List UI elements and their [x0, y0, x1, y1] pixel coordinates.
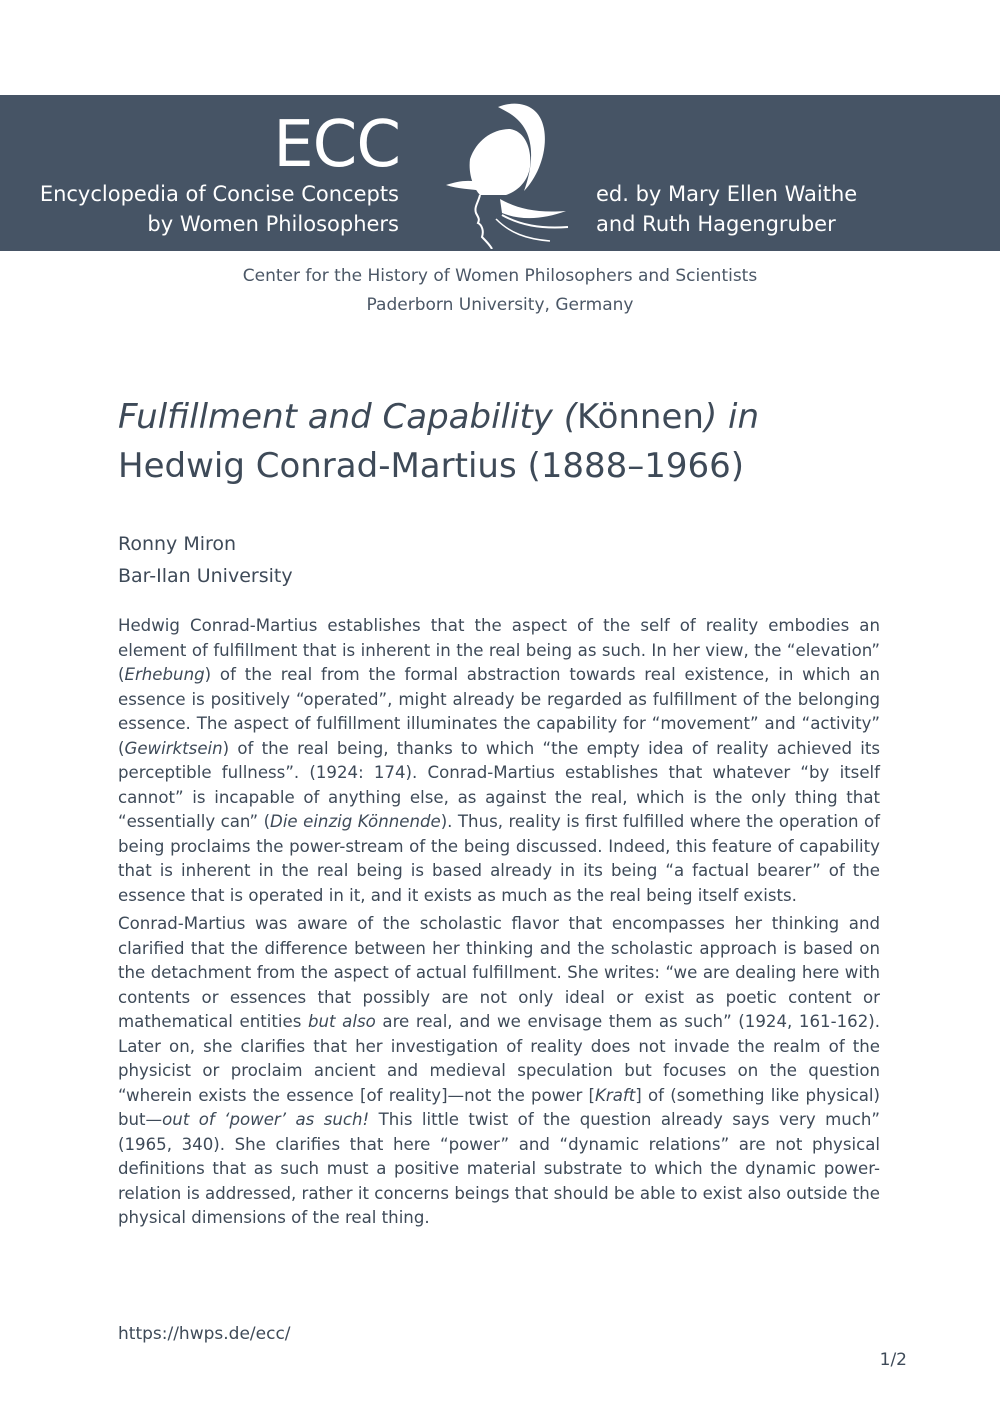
- text-run: ). Thus, reality is first fulfilled where the operation of being proclaims the power-stream of the being discussed. Indeed, this feature of capability that is inherent in the real being is based already in its being “a factual bearer” of the essence that is operated in it, and it exists as much as the real being itself exists.: [118, 812, 880, 905]
- italic-term: but also: [308, 1012, 376, 1031]
- text-run: Conrad-Martius was aware of the scholastic flavor that encompasses her thinking and clarified that the difference between her thinking and the scholastic approach is based on the detachment from the aspect of actual fulfillment. She writes: “we are dealing here with contents or essences that possibly are not only ideal or exist as poetic content or mathematical entities: [118, 914, 880, 1031]
- body-paragraph-1: [118, 614, 880, 908]
- italic-term: Kraft: [595, 1085, 636, 1105]
- ecc-acronym: ECC: [273, 108, 400, 182]
- page-number: 1/2: [879, 1350, 907, 1370]
- article-body: [118, 614, 880, 1235]
- article-title-line1: [118, 393, 898, 442]
- italic-term: Die einzig Könnende: [270, 812, 441, 831]
- institution-line2: Paderborn University, Germany: [366, 295, 634, 315]
- italic-term: Gewirktsein: [124, 738, 223, 758]
- author-block: [118, 528, 293, 592]
- title-german-term: Können: [576, 397, 704, 437]
- title-italic-paren: ) in: [703, 397, 760, 437]
- text-run: This little twist of the question already says very much” (1965, 340). She clarifies that here “power” and “dynamic relations” are not physical definitions that as such must a positive material substrate to which the dynamic power-relation is addressed, rather it concerns beings that should be able to exist also outside the physical dimensions of the real thing.: [118, 1110, 880, 1227]
- encyclopedia-title: [40, 179, 399, 239]
- italic-term: Erhebung: [124, 665, 205, 684]
- header-banner: [0, 95, 1000, 251]
- footer-url-link[interactable]: https://hwps.de/ecc/: [118, 1324, 291, 1344]
- editors-line1: ed. by Mary Ellen Waithe: [596, 182, 858, 206]
- encyclopedia-title-line2: by Women Philosophers: [147, 212, 399, 236]
- institution-info: [0, 262, 1000, 320]
- italic-term: out of ‘power’ as such!: [162, 1110, 370, 1129]
- text-run: are real, and we envisage them as such” (1924, 161-162). Later on, she clarifies that her investigation of reality does not invade the realm of the physicist or proclaim ancient and medieval speculation but focuses on the question “wherein exists the essence [of reality]—not the power [: [118, 1012, 880, 1105]
- author-affiliation: Bar-Ilan University: [118, 565, 293, 587]
- athena-helmet-profile-icon: [440, 99, 570, 249]
- text-run: ) of the real being, thanks to which “the empty idea of reality achieved its perceptible fullness”. (1924: 174). Conrad-Martius establishes that whatever “by itself cannot” is incapable of anything else, as against the real, which is the only thing that “essentially can” (: [118, 738, 880, 831]
- text-run: ] of (something like physical) but—: [118, 1085, 880, 1129]
- institution-line1: Center for the History of Women Philosophers and Scientists: [242, 266, 758, 286]
- text-run: Hedwig Conrad-Martius establishes that the aspect of the self of reality embodies an element of fulfillment that is inherent in the real being as such. In her view, the “elevation” (: [118, 616, 880, 684]
- title-italic-part: Fulfillment and Capability (: [118, 397, 577, 437]
- article-title-line2: Hedwig Conrad-Martius (1888–1966): [118, 446, 745, 486]
- text-run: ) of the real from the formal abstraction towards real existence, in which an essence is positively “operated”, might already be regarded as fulfillment of the belonging essence. The aspect of fulfillment illuminates the capability for “movement” and “activity” (: [118, 665, 880, 758]
- article-title: [118, 393, 898, 491]
- encyclopedia-title-line1: Encyclopedia of Concise Concepts: [39, 182, 399, 206]
- editors: [596, 179, 857, 239]
- editors-line2: and Ruth Hagengruber: [596, 212, 836, 236]
- body-paragraph-2: [118, 912, 880, 1231]
- author-name: Ronny Miron: [118, 533, 237, 555]
